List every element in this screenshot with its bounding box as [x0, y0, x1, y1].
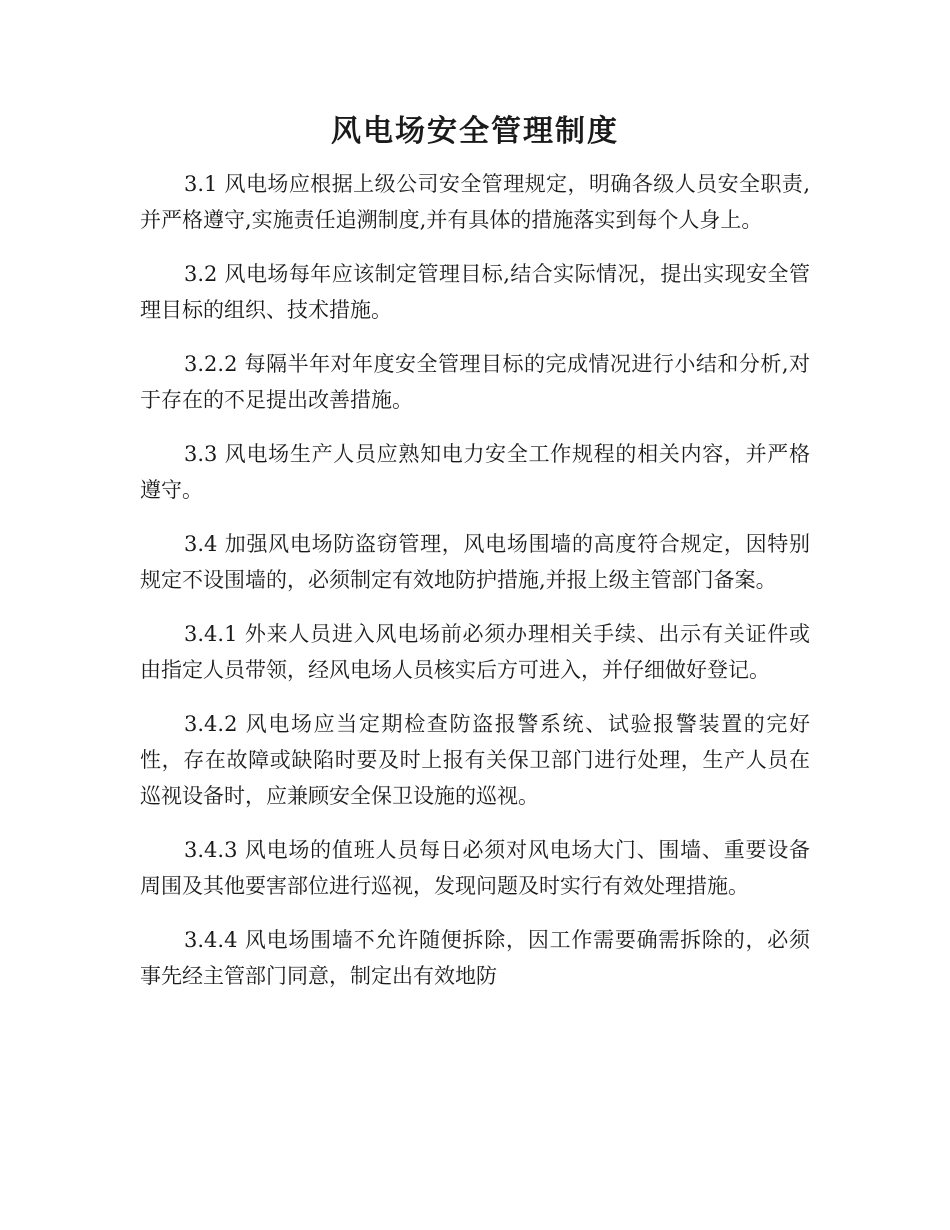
paragraph-3-2-2: 3.2.2 每隔半年对年度安全管理目标的完成情况进行小结和分析,对于存在的不足提出改善措施。 [140, 352, 811, 412]
paragraph-3-2: 3.2 风电场每年应该制定管理目标,结合实际情况，提出实现安全管理目标的组织、技术措施。 [140, 262, 810, 322]
paragraph-3-4-4: 3.4.4 风电场围墙不允许随便拆除，因工作需要确需拆除的，必须事先经主管部门同意，制定出有效地防 [140, 928, 810, 988]
paragraph-3-4-2: 3.4.2 风电场应当定期检查防盗报警系统、试验报警装置的完好性，存在故障或缺陷时要及时上报有关保卫部门进行处理，生产人员在巡视设备时，应兼顾安全保卫设施的巡视。 [140, 712, 810, 808]
paragraph-3-4: 3.4 加强风电场防盗窃管理，风电场围墙的高度符合规定，因特别规定不设围墙的，必须制定有效地防护措施,并报上级主管部门备案。 [140, 532, 810, 592]
paragraph-3-3: 3.3 风电场生产人员应熟知电力安全工作规程的相关内容，并严格遵守。 [140, 442, 810, 502]
paragraph-3-4-1: 3.4.1 外来人员进入风电场前必须办理相关手续、出示有关证件或由指定人员带领，经风电场人员核实后方可进入，并仔细做好登记。 [140, 622, 810, 682]
document-body [140, 166, 810, 1012]
paragraph-3-4-3: 3.4.3 风电场的值班人员每日必须对风电场大门、围墙、重要设备周围及其他要害部位进行巡视，发现问题及时实行有效处理措施。 [140, 838, 810, 898]
document-title: 风电场安全管理制度 [331, 114, 619, 149]
paragraph-3-1: 3.1 风电场应根据上级公司安全管理规定，明确各级人员安全职责,并严格遵守,实施责任追溯制度,并有具体的措施落实到每个人身上。 [140, 172, 810, 232]
